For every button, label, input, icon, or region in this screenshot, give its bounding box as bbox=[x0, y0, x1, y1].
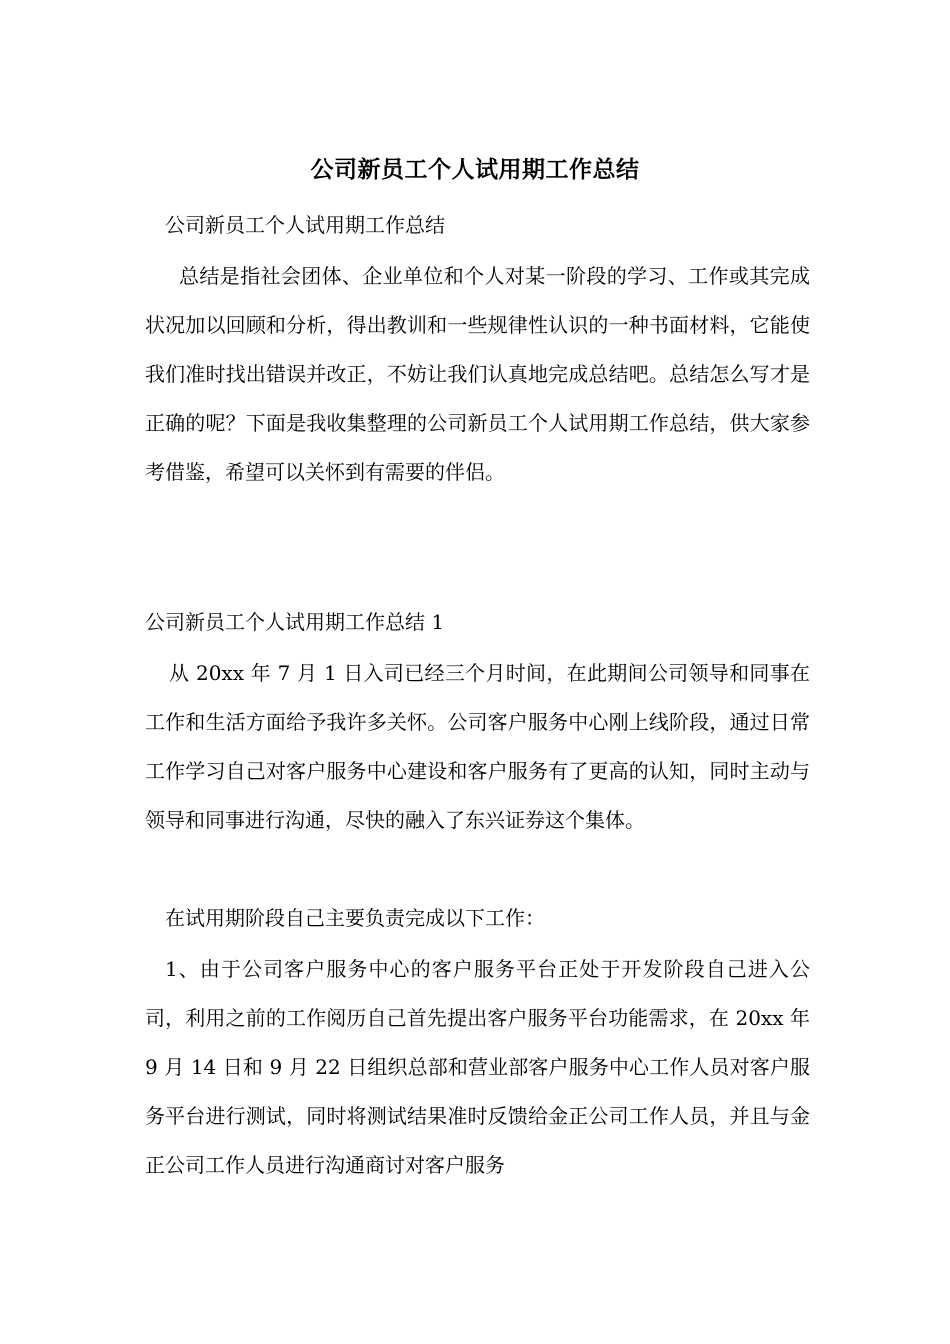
document-title: 公司新员工个人试用期工作总结 bbox=[310, 156, 640, 183]
intro-paragraph: 总结是指社会团体、企业单位和个人对某一阶段的学习、工作或其完成状况加以回顾和分析，得出教训和一些规律性认识的一种书面材料，它能使我们准时找出错误并改正，不妨让我们认真地完成总结吧。总结怎么写才是正确的呢？下面是我收集整理的公司新员工个人试用期工作总结，供大家参考借鉴，希望可以关怀到有需要的伴侣。 bbox=[145, 264, 810, 484]
body-paragraph-3: 1、由于公司客户服务中心的客户服务平台正处于开发阶段自己进入公司，利用之前的工作阅历自己首先提出客户服务平台功能需求，在 20xx 年 9 月 14 日和 9 月 22 日组织总部和营业部客户服务中心工作人员对客户服务平台进行测试，同时将测试结果准时反馈给金正公司工作人员，并且与金正公司工作人员进行沟通商讨对客户服务 bbox=[145, 957, 810, 1177]
body-paragraph-2: 在试用期阶段自己主要负责完成以下工作： bbox=[165, 906, 545, 930]
body-paragraph-1: 从 20xx 年 7 月 1 日入司已经三个月时间，在此期间公司领导和同事在工作和生活方面给予我许多关怀。公司客户服务中心刚上线阶段，通过日常工作学习自己对客户服务中心建设和客户服务有了更高的认知，同时主动与领导和同事进行沟通，尽快的融入了东兴证券这个集体。 bbox=[145, 661, 810, 832]
document-subtitle: 公司新员工个人试用期工作总结 bbox=[165, 213, 445, 237]
section-heading: 公司新员工个人试用期工作总结 1 bbox=[145, 610, 445, 634]
